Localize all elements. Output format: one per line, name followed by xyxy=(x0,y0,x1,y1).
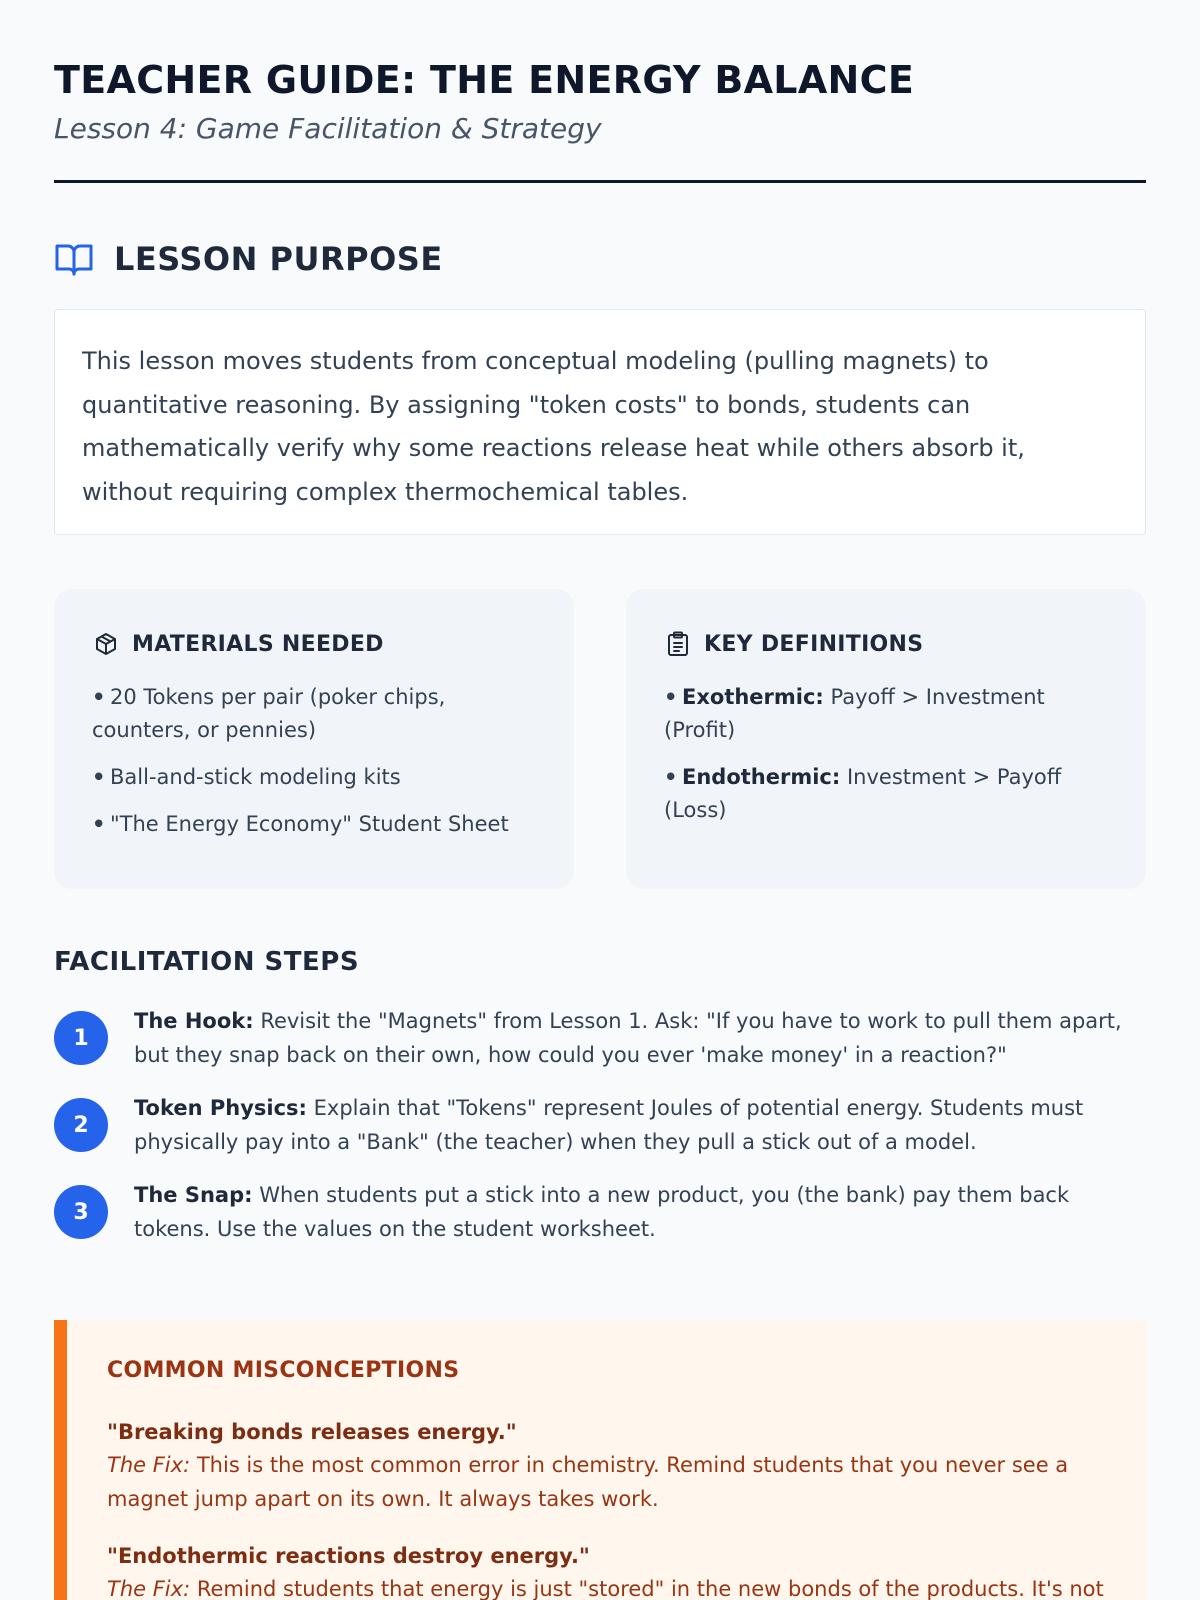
step-text xyxy=(134,1178,1146,1246)
materials-list xyxy=(92,681,536,841)
clipboard-icon xyxy=(664,630,692,658)
definition-term: Exothermic: xyxy=(682,685,824,709)
list-item: • Exothermic: Payoff > Investment (Profit) xyxy=(664,685,1045,742)
definition-text: Investment > Payoff (Loss) xyxy=(664,765,1062,822)
definitions-card xyxy=(626,589,1146,889)
list-item xyxy=(54,1098,1146,1159)
step-body: When students put a stick into a new product, you (the bank) pay them back tokens. Use the values on the student worksheet. xyxy=(134,1183,1070,1241)
step-number-badge: 1 xyxy=(54,1011,108,1065)
step-label: The Hook: xyxy=(134,1009,254,1033)
lesson-purpose-heading xyxy=(54,239,1146,279)
materials-card xyxy=(54,589,574,889)
definitions-card-header xyxy=(664,627,1108,661)
facilitation-steps xyxy=(54,1011,1146,1246)
step-number-badge: 2 xyxy=(54,1098,108,1152)
fix-label: The Fix: xyxy=(107,1577,191,1600)
misconception-fix xyxy=(107,1448,1107,1516)
page-title: TEACHER GUIDE: THE ENERGY BALANCE xyxy=(54,58,915,102)
lesson-purpose-box xyxy=(54,309,1146,535)
facilitation-steps-title: FACILITATION STEPS xyxy=(54,947,360,977)
definitions-title: KEY DEFINITIONS xyxy=(704,631,924,657)
list-item xyxy=(54,1011,1146,1072)
list-item: • 20 Tokens per pair (poker chips, counters, or pennies) xyxy=(92,685,446,742)
step-label: Token Physics: xyxy=(134,1096,307,1120)
step-number-badge: 3 xyxy=(54,1185,108,1239)
list-item: • Ball-and-stick modeling kits xyxy=(92,765,401,789)
materials-item-text: 20 Tokens per pair (poker chips, counters, or pennies) xyxy=(92,685,446,742)
list-item: • "The Energy Economy" Student Sheet xyxy=(92,812,509,836)
fix-text: Remind students that energy is just "stored" in the new bonds of the products. It's not xyxy=(196,1577,1104,1600)
misconception-fix xyxy=(107,1572,1107,1600)
materials-item-text: "The Energy Economy" Student Sheet xyxy=(110,812,509,836)
lesson-purpose-title: LESSON PURPOSE xyxy=(114,240,443,278)
misconception-claim: "Breaking bonds releases energy." xyxy=(107,1420,517,1444)
definitions-list xyxy=(664,681,1108,827)
fix-text: This is the most common error in chemistry. Remind students that you never see a magnet jump apart on its own. It always takes work. xyxy=(107,1453,1069,1511)
page-header xyxy=(54,0,1146,183)
step-body: Revisit the "Magnets" from Lesson 1. Ask: "If you have to work to pull them apart, but they snap back on their own, how could you ever 'make money' in a reaction?" xyxy=(134,1009,1122,1067)
step-label: The Snap: xyxy=(134,1183,253,1207)
misconception-claim: "Endothermic reactions destroy energy." xyxy=(107,1544,590,1568)
misconceptions-callout xyxy=(54,1320,1147,1600)
fix-label: The Fix: xyxy=(107,1453,191,1477)
step-text xyxy=(134,1091,1146,1159)
cube-icon xyxy=(92,630,120,658)
definition-text: Payoff > Investment (Profit) xyxy=(664,685,1045,742)
step-body: Explain that "Tokens" represent Joules of potential energy. Students must physically pay into a "Bank" (the teacher) when they pull a stick out of a model. xyxy=(134,1096,1084,1154)
list-item xyxy=(54,1185,1146,1246)
list-item xyxy=(107,1540,1107,1600)
definition-term: Endothermic: xyxy=(682,765,841,789)
info-cards xyxy=(54,589,1146,889)
materials-card-header xyxy=(92,627,536,661)
misconceptions-title: COMMON MISCONCEPTIONS xyxy=(107,1358,460,1383)
materials-item-text: Ball-and-stick modeling kits xyxy=(110,765,401,789)
list-item: • Endothermic: Investment > Payoff (Loss) xyxy=(664,765,1062,822)
lesson-purpose-body: This lesson moves students from conceptual modeling (pulling magnets) to quantitative reasoning. By assigning "token costs" to bonds, students can mathematically verify why some reactions release heat while others absorb it, without requiring complex thermochemical tables. xyxy=(82,347,1025,506)
page-subtitle: Lesson 4: Game Facilitation & Strategy xyxy=(54,112,602,145)
materials-title: MATERIALS NEEDED xyxy=(132,631,384,657)
step-text xyxy=(134,1004,1146,1072)
book-open-icon xyxy=(54,239,94,279)
list-item xyxy=(107,1416,1107,1516)
